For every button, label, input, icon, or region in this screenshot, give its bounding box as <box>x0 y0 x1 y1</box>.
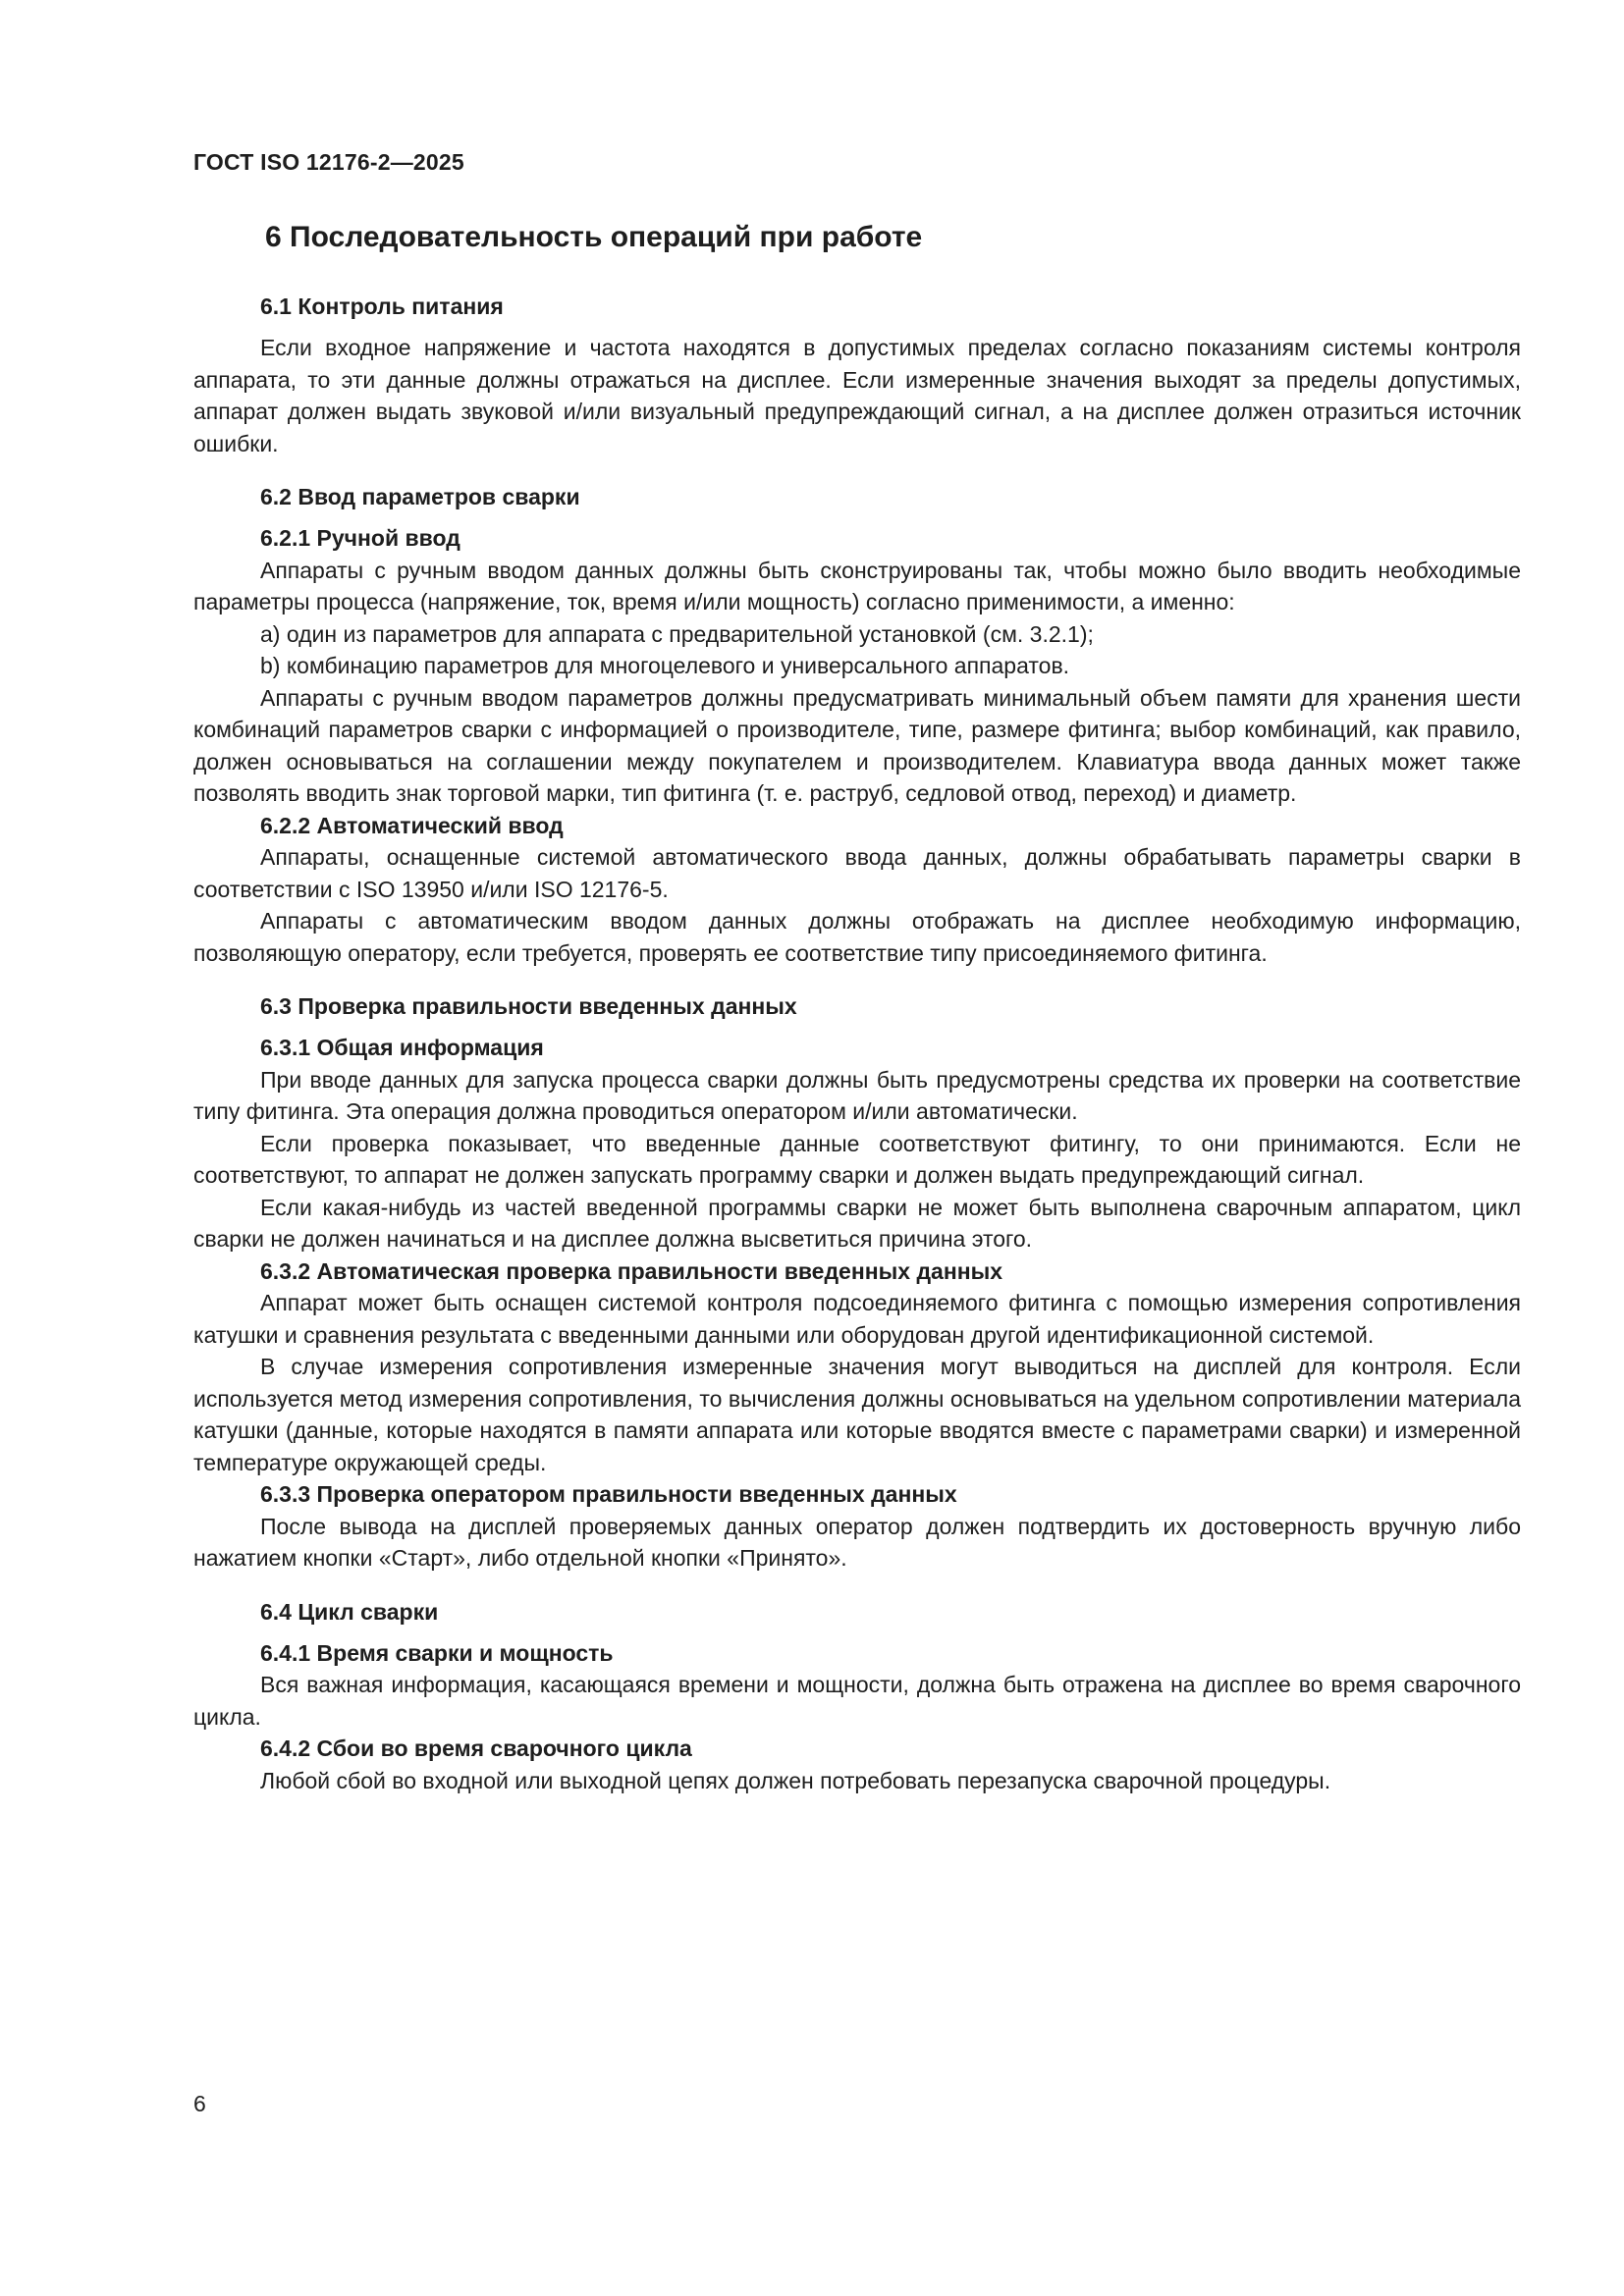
section-6-3-3-paragraph-1: После вывода на дисплей проверяемых данных оператор должен подтвердить их достоверность вручную либо нажатием кнопки «Старт», либо отдельной кнопки «Принято». <box>193 1513 1521 1571</box>
section-6-1-title: 6.1 Контроль питания <box>260 294 504 319</box>
section-6-4-1-paragraph-1: Вся важная информация, касающаяся времени и мощности, должна быть отражена на дисплее во время сварочного цикла. <box>193 1672 1521 1730</box>
section-6-3-2-title: 6.3.2 Автоматическая проверка правильности введенных данных <box>260 1257 1003 1284</box>
section-6-2-2-paragraph-2: Аппараты с автоматическим вводом данных должны отображать на дисплее необходимую информацию, позволяющую оператору, если требуется, проверять ее соответствие типу присоединяемого фитинга. <box>193 908 1521 966</box>
section-6-3-2-paragraph-1: Аппарат может быть оснащен системой контроля подсоединяемого фитинга с помощью измерения сопротивления катушки и сравнения результата с введенными данными или оборудован другой идентификационной системой. <box>193 1290 1521 1348</box>
page-number: 6 <box>193 2091 206 2116</box>
section-6-2-1-title: 6.2.1 Ручной ввод <box>260 525 460 551</box>
section-6-3-1-paragraph-1: При вводе данных для запуска процесса сварки должны быть предусмотрены средства их проверки на соответствие типу фитинга. Эта операция должна проводиться оператором и/или автоматически. <box>193 1066 1521 1124</box>
section-6-1-paragraph: Если входное напряжение и частота находятся в допустимых пределах согласно показаниям системы контроля аппарата, то эти данные должны отражаться на дисплее. Если измеренные значения выходят за пределы допустимых, аппарат должен выдать звуковой и/или визуальный предупреждающий сигнал, а на дисплее должен отразиться источник ошибки. <box>193 335 1521 456</box>
list-item-a: a) один из параметров для аппарата с предварительной установкой (см. 3.2.1); <box>260 620 1094 647</box>
section-6-2-2-title: 6.2.2 Автоматический ввод <box>260 812 564 838</box>
section-6-3-3-title: 6.3.3 Проверка оператором правильности введенных данных <box>260 1481 957 1507</box>
section-6-4-2-paragraph-1: Любой сбой во входной или выходной цепях должен потребовать перезапуска сварочной процедуры. <box>260 1767 1331 1793</box>
section-6-4-1-title: 6.4.1 Время сварки и мощность <box>260 1639 614 1666</box>
section-6-3-1-title: 6.3.1 Общая информация <box>260 1035 544 1060</box>
section-6-2-1-paragraph-2: Аппараты с ручным вводом параметров должны предусматривать минимальный объем памяти для хранения шести комбинаций параметров сварки с информацией о производителе, типе, размере фитинга; выбор комбинаций, как правило, должен основываться на соглашении между покупателем и производителем. Клавиатура ввода данных может также позволять вводить знак торговой марки, тип фитинга (т. е. раструб, седловой отвод, переход) и диаметр. <box>193 684 1521 806</box>
section-6-2-2-paragraph-1: Аппараты, оснащенные системой автоматического ввода данных, должны обрабатывать параметры сварки в соответствии с ISO 13950 и/или ISO 12176-5. <box>193 844 1521 902</box>
section-6-4-title: 6.4 Цикл сварки <box>260 1598 439 1625</box>
section-6-2-title: 6.2 Ввод параметров сварки <box>260 484 580 509</box>
section-6-3-1-paragraph-2: Если проверка показывает, что введенные данные соответствуют фитингу, то они принимаются. Если не соответствуют, то аппарат не должен запускать программу сварки и должен выдать предупреждающий сигнал. <box>193 1130 1521 1188</box>
section-6-2-1-paragraph-1: Аппараты с ручным вводом данных должны быть сконструированы так, чтобы можно было вводить необходимые параметры процесса (напряжение, ток, время и/или мощность) согласно применимости, а именно: <box>193 557 1521 614</box>
section-6-3-title: 6.3 Проверка правильности введенных данных <box>260 993 797 1019</box>
section-6-4-2-title: 6.4.2 Сбои во время сварочного цикла <box>260 1735 692 1761</box>
page-content <box>193 218 1521 1796</box>
section-6-title: 6 Последовательность операций при работе <box>265 221 923 253</box>
section-6-3-2-paragraph-2: В случае измерения сопротивления измеренные значения могут выводиться на дисплей для контроля. Если используется метод измерения сопротивления, то вычисления должны основываться на удельном сопротивлении материала катушки (данные, которые находятся в памяти аппарата или которые вводятся вместе с параметрами сварки) и измеренной температуре окружающей среды. <box>193 1354 1521 1475</box>
document-code-header: ГОСТ ISO 12176-2—2025 <box>193 149 464 175</box>
list-item-b: b) комбинацию параметров для многоцелевого и универсального аппаратов. <box>260 653 1070 678</box>
section-6-3-1-paragraph-3: Если какая-нибудь из частей введенной программы сварки не может быть выполнена сварочным аппаратом, цикл сварки не должен начинаться и на дисплее должна высветиться причина этого. <box>193 1194 1521 1252</box>
